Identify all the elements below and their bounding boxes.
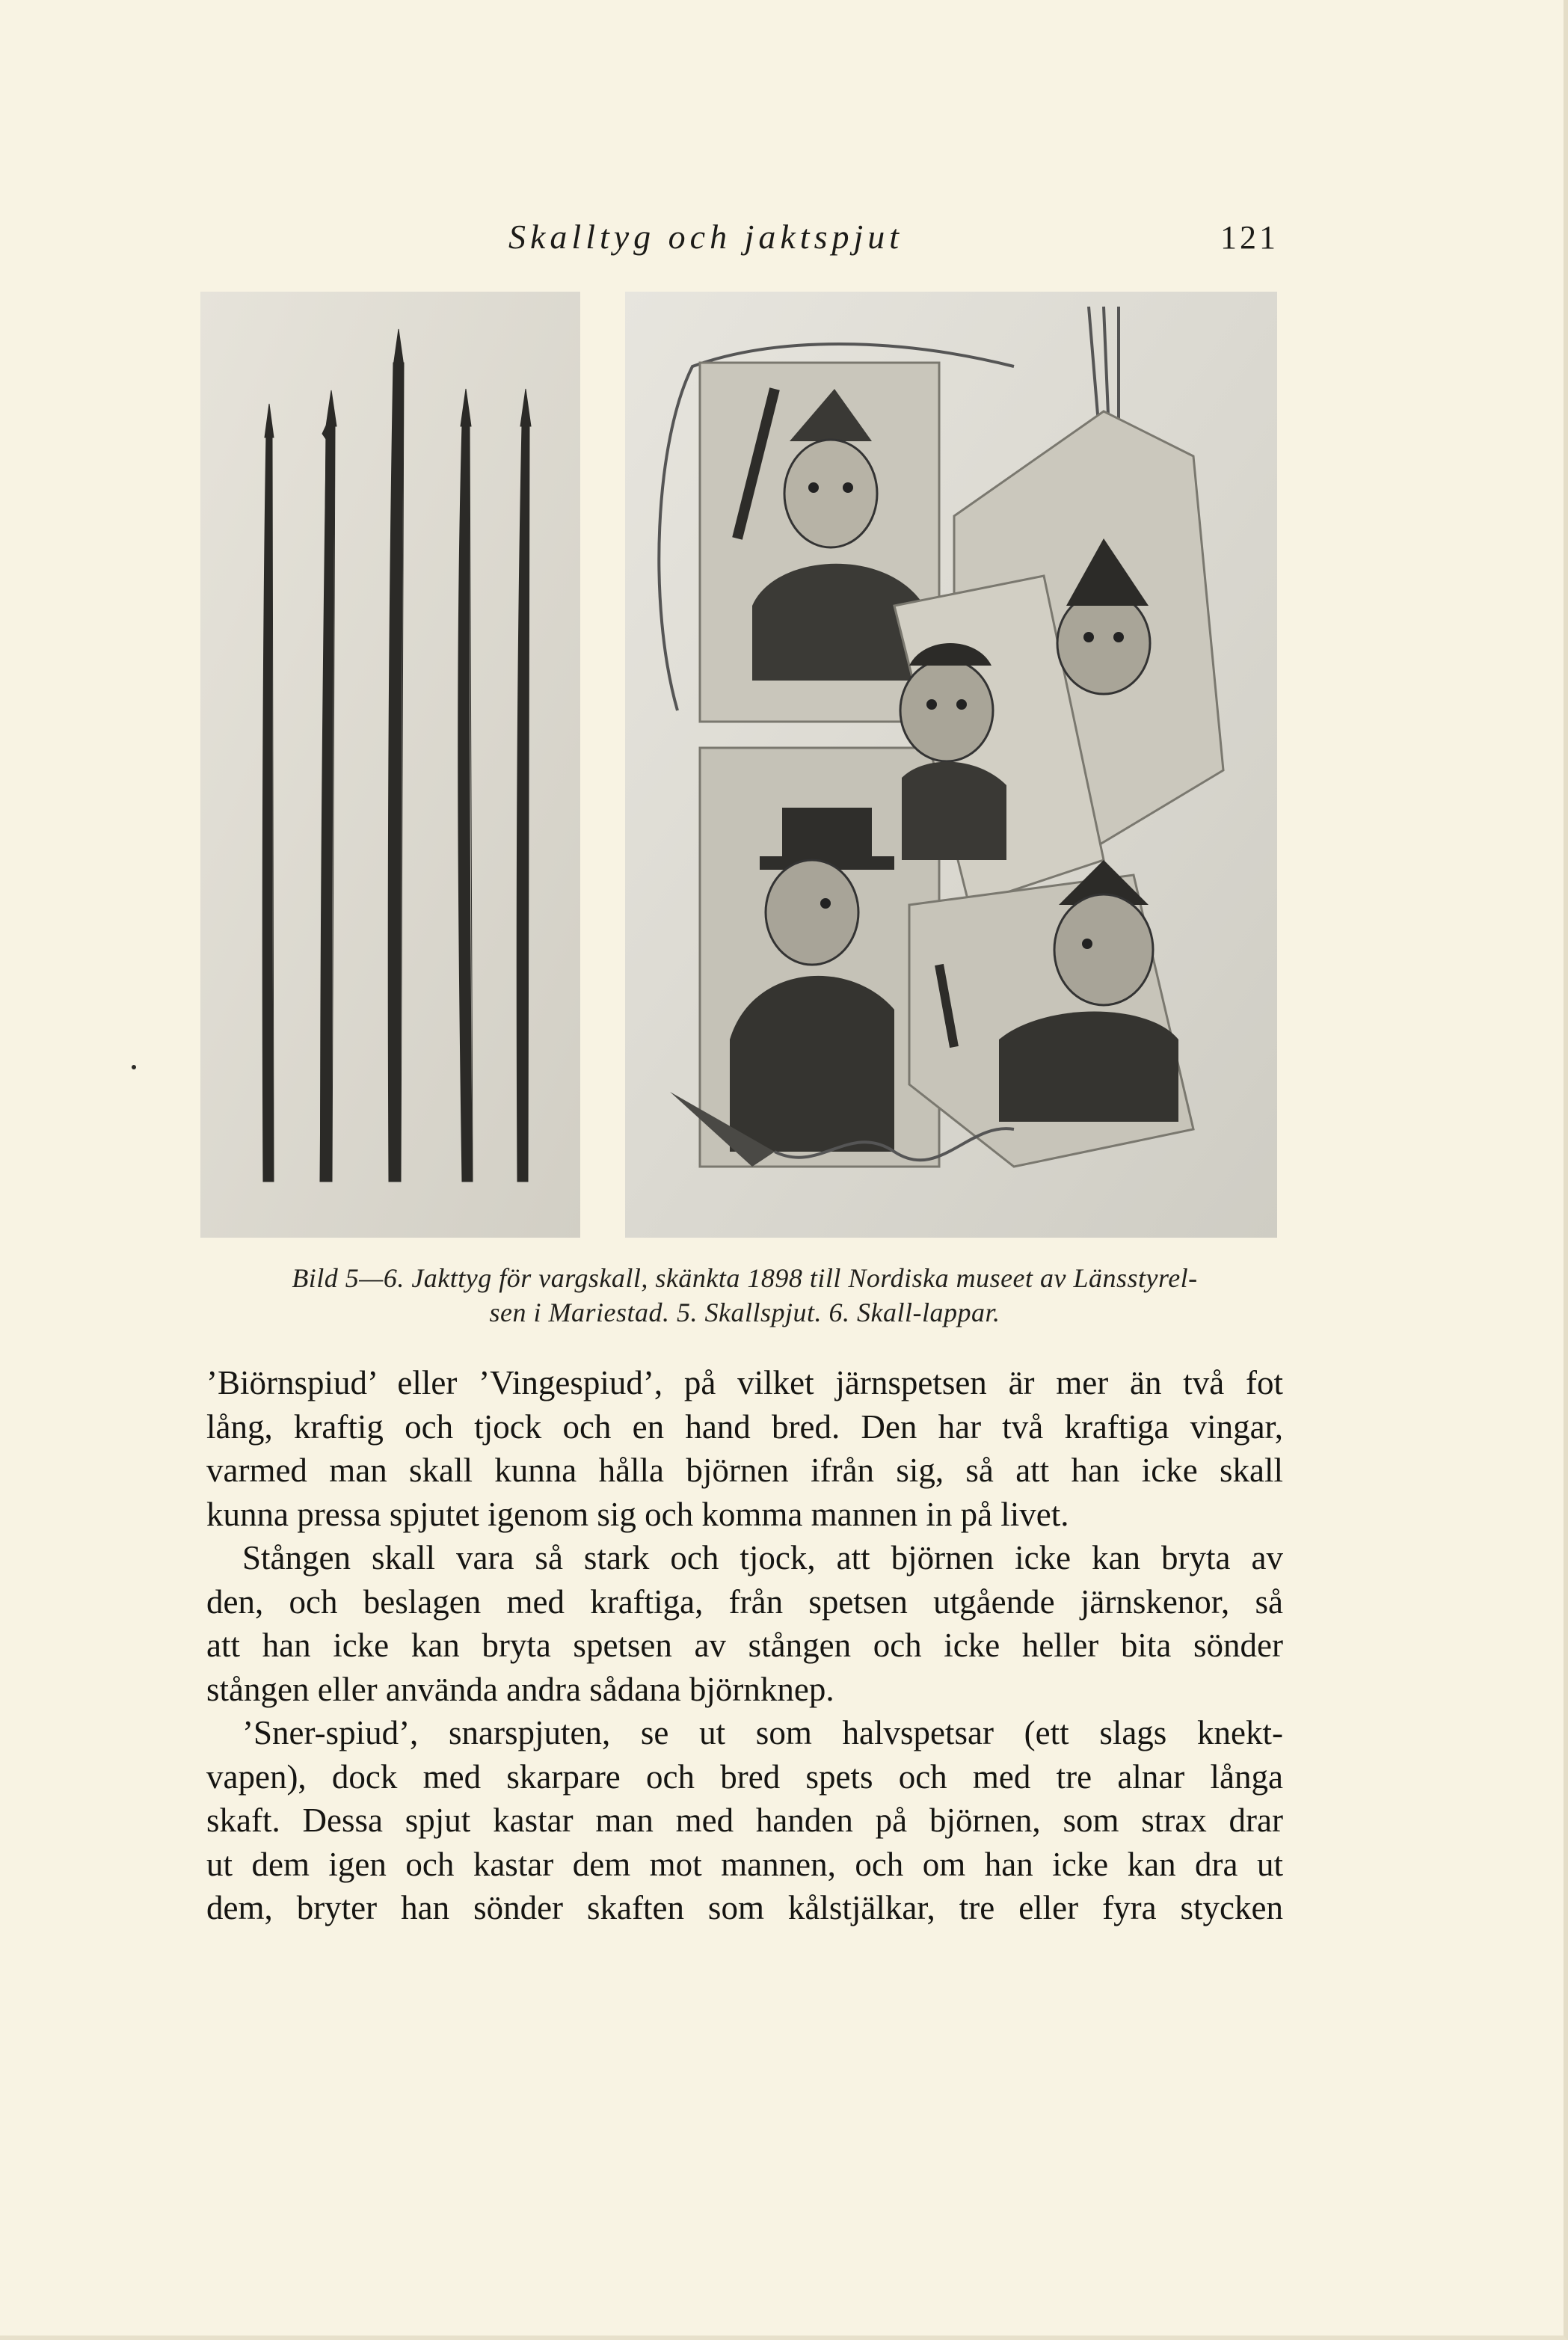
page-number: 121 bbox=[1220, 219, 1279, 256]
print-speck bbox=[132, 1065, 136, 1069]
spears-illustration bbox=[200, 292, 580, 1238]
text-line: stången eller använda andra sådana björnknep. bbox=[206, 1670, 834, 1708]
text-line: vapen), dock med skarpare och bred spets och med tre alnar långa bbox=[206, 1757, 1283, 1796]
skall-lappar-illustration bbox=[625, 292, 1277, 1238]
text-line: den, och beslagen med kraftiga, från spetsen utgående järnskenor, så bbox=[206, 1582, 1283, 1621]
text-line: ’Biörnspiud’ eller ’Vingespiud’, på vilket järnspetsen är mer än två fot bbox=[206, 1364, 1283, 1401]
paragraph bbox=[206, 1361, 1283, 1536]
text-line: lång, kraftig och tjock och en hand bred. Den har två kraftiga vingar, bbox=[206, 1407, 1283, 1446]
text-line: skaft. Dessa spjut kastar man med handen på björnen, som strax drar bbox=[206, 1802, 1283, 1839]
running-title: Skalltyg och jaktspjut bbox=[508, 218, 904, 256]
text-line: ut dem igen och kastar dem mot mannen, och om han icke kan dra ut bbox=[206, 1845, 1283, 1883]
figure-spears bbox=[200, 292, 580, 1238]
text-line: kunna pressa spjutet igenom sig och komma mannen in på livet. bbox=[206, 1495, 1069, 1533]
figure-caption bbox=[206, 1261, 1283, 1330]
paragraph bbox=[206, 1711, 1283, 1930]
caption-line: sen i Mariestad. 5. Skallspjut. 6. Skall-lappar. bbox=[489, 1298, 1000, 1327]
caption-line: Bild 5—6. Jakttyg för vargskall, skänkta 1898 till Nordiska museet av Länsstyrel- bbox=[292, 1263, 1198, 1293]
body-text bbox=[206, 1361, 1283, 1930]
text-line: ’Sner-spiud’, snarspjuten, se ut som halvspetsar (ett slags knekt- bbox=[242, 1714, 1283, 1751]
paragraph bbox=[206, 1536, 1283, 1711]
text-line: Stången skall vara så stark och tjock, att björnen icke kan bryta av bbox=[242, 1539, 1283, 1576]
figure-skall-lappar bbox=[625, 292, 1277, 1238]
text-line: att han icke kan bryta spetsen av stången och icke heller bita sönder bbox=[206, 1627, 1283, 1664]
text-line: varmed man skall kunna hålla björnen ifrån sig, så att han icke skall bbox=[206, 1452, 1283, 1489]
text-line: dem, bryter han sönder skaften som kålstjälkar, tre eller fyra stycken bbox=[206, 1889, 1283, 1926]
